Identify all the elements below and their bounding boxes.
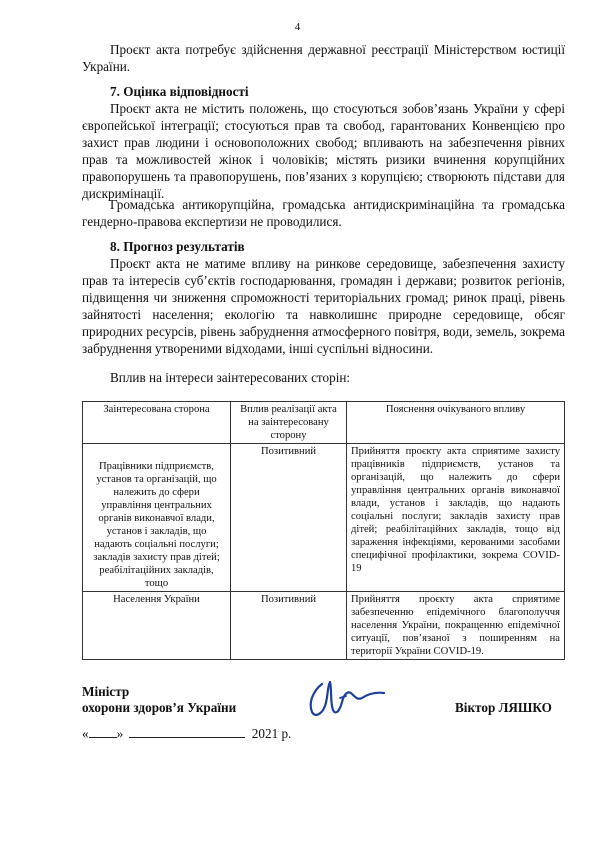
section8-heading: 8. Прогноз результатів: [110, 239, 245, 254]
month-blank: [129, 726, 245, 738]
date-year: 2021 р.: [251, 726, 292, 741]
section7-paragraph-1: Проєкт акта не містить положень, що стосуються зобов’язань України у сфері європейської інтеграції; стосуються прав та свобод, гарантованих Конвенцією про захист прав людини і основоположних свобод; впливають на забезпечення рівних прав та можливостей жінок і чоловіків; містять ризики вчинення корупційних правопорушень та правопорушень, пов’язаних з корупцією; створюють підстави для дискримінації.: [82, 101, 565, 201]
table-cell-party: Працівники підприємств, установ та організацій, що належить до сфери управління центральних органів виконавчої влади, установ і закладів, що надають соціальні послуги; закладів захисту прав дітей; реабілітаційних закладів, тощо: [83, 444, 231, 592]
table-header-row: [83, 402, 565, 444]
section8-paragraph-1: Проєкт акта не матиме впливу на ринкове середовище, забезпечення захисту прав та інтересів суб’єктів господарювання, громадян і держави; розвиток регіонів, підвищення чи зниження спроможності територіальних громад; ринок праці, рівень зайнятості населення; екологію та навколишнє природне середовище, обсяг природних ресурсів, рівень забруднення атмосферного повітря, води, земель, зокрема забруднення утвореними відходами, інші суспільні відносини.: [82, 256, 565, 356]
signature-title-line1: Міністр: [82, 684, 130, 699]
table-row: [83, 592, 565, 660]
table-cell-impact: Позитивний: [231, 592, 347, 660]
day-blank: [89, 726, 117, 738]
section8-paragraph-2: Вплив на інтереси заінтересованих сторін:: [110, 370, 351, 385]
table-header: Вплив реалізації акта на заінтересовану сторону: [231, 402, 347, 444]
signature-title-line2: охорони здоров’я України: [82, 700, 237, 715]
table-row: [83, 444, 565, 592]
table-header: Заінтересована сторона: [83, 402, 231, 444]
table-cell-explanation: Прийняття проєкту акта сприятиме захисту працівників підприємств, установ та організацій, що належить до сфери управління центральних органів виконавчої влади, установ і закладів, що надають соціальні послуги; закладів захисту прав дітей; реабілітаційних закладів, тощо від зараження інфекціями, керованими засобами специфічної профілактики, зокрема COVID-19: [347, 444, 565, 592]
handwritten-signature: [300, 676, 390, 720]
page-number: 4: [294, 21, 301, 33]
date-close-quote: »: [116, 726, 124, 741]
stakeholder-impact-table: [82, 401, 565, 660]
table-cell-explanation: Прийняття проєкту акта сприятиме забезпеченню епідемічного благополуччя населення України, покращенню епідемічної ситуації, пов’язаної з поширенням на території України COVID-19.: [347, 592, 565, 660]
section7-paragraph-2: Громадська антикорупційна, громадська антидискримінаційна та громадська гендерно-правова експертизи не проводилися.: [82, 197, 565, 229]
date-line: [82, 726, 291, 742]
date-open-quote: «: [82, 726, 89, 741]
registration-note: Проєкт акта потребує здійснення державної реєстрації Міністерством юстиції України.: [82, 42, 565, 74]
table-header: Пояснення очікуваного впливу: [347, 402, 565, 444]
section7-heading: 7. Оцінка відповідності: [110, 84, 249, 99]
table-cell-impact: Позитивний: [231, 444, 347, 592]
signatory-name: Віктор ЛЯШКО: [455, 700, 552, 715]
table-cell-party: Населення України: [83, 592, 231, 660]
